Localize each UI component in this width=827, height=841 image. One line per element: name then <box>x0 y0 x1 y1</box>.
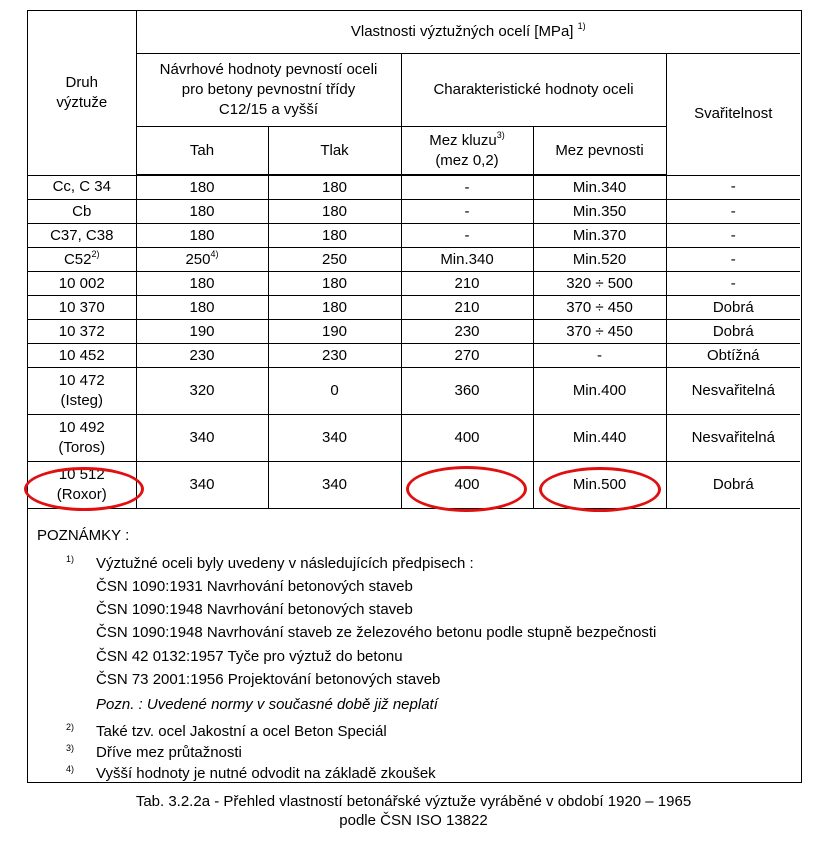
cell-tlak: 180 <box>268 175 401 200</box>
table-row <box>28 415 800 462</box>
header-tah: Tah <box>136 127 268 176</box>
cell-tah: 180 <box>136 272 268 296</box>
header-mez-pevnosti: Mez pevnosti <box>533 127 666 176</box>
cell-druh: 10 472 (Isteg) <box>28 368 136 415</box>
cell-mez-kluzu: 400 <box>401 462 533 509</box>
note-text: Pozn. : Uvedené normy v současné době již neplatí <box>96 696 438 713</box>
header-svaritelnost: Svařitelnost <box>666 54 800 176</box>
cell-svaritelnost: Dobrá <box>666 296 800 320</box>
note-number: 3) <box>66 743 75 753</box>
table-row <box>28 344 800 368</box>
header-druh: Druh výztuže <box>28 11 136 175</box>
caption-line-2: podle ČSN ISO 13822 <box>339 812 488 829</box>
cell-tlak: 250 <box>268 248 401 272</box>
cell-druh: 10 370 <box>28 296 136 320</box>
cell-tah: 230 <box>136 344 268 368</box>
cell-tah: 190 <box>136 320 268 344</box>
cell-svaritelnost: - <box>666 248 800 272</box>
cell-tlak: 0 <box>268 368 401 415</box>
note-text: Také tzv. ocel Jakostní a ocel Beton Speciál <box>96 723 387 740</box>
cell-druh: 10 002 <box>28 272 136 296</box>
table-row <box>28 200 800 224</box>
note-item <box>28 578 798 600</box>
caption-line-1: Tab. 3.2.2a - Přehled vlastností betonářské výztuže vyráběné v období 1920 – 1965 <box>135 793 692 810</box>
cell-tah: 180 <box>136 200 268 224</box>
header-characteristic-values: Charakteristické hodnoty oceli <box>401 54 666 127</box>
table-row <box>28 248 800 272</box>
cell-tlak: 180 <box>268 200 401 224</box>
cell-druh: 10 492 (Toros) <box>28 415 136 462</box>
note-text: ČSN 1090:1948 Navrhování betonových staveb <box>96 601 413 618</box>
cell-druh: C37, C38 <box>28 224 136 248</box>
note-text: Výztužné oceli byly uvedeny v následujících předpisech : <box>96 555 474 572</box>
cell-mez-pevnosti: 370 ÷ 450 <box>533 320 666 344</box>
cell-druh: 10 512 (Roxor) <box>28 462 136 509</box>
cell-mez-pevnosti: 320 ÷ 500 <box>533 272 666 296</box>
cell-mez-kluzu: 360 <box>401 368 533 415</box>
cell-svaritelnost: - <box>666 272 800 296</box>
cell-mez-kluzu: - <box>401 224 533 248</box>
table-row <box>28 320 800 344</box>
cell-tlak: 190 <box>268 320 401 344</box>
cell-tlak: 340 <box>268 462 401 509</box>
note-item <box>28 671 798 693</box>
cell-tah: 340 <box>136 415 268 462</box>
cell-mez-pevnosti: Min.370 <box>533 224 666 248</box>
cell-mez-kluzu: - <box>401 200 533 224</box>
note-item <box>28 555 798 577</box>
note-item <box>28 648 798 670</box>
cell-druh: 10 452 <box>28 344 136 368</box>
note-item <box>28 723 798 745</box>
cell-svaritelnost: Dobrá <box>666 462 800 509</box>
cell-mez-pevnosti: - <box>533 344 666 368</box>
note-item <box>28 744 798 766</box>
cell-mez-kluzu: 210 <box>401 296 533 320</box>
cell-mez-kluzu: 400 <box>401 415 533 462</box>
note-text: Vyšší hodnoty je nutné odvodit na základě zkoušek <box>96 765 436 782</box>
cell-mez-pevnosti: Min.500 <box>533 462 666 509</box>
cell-mez-kluzu: 210 <box>401 272 533 296</box>
cell-druh: Cc, C 34 <box>28 175 136 200</box>
table-row <box>28 272 800 296</box>
cell-tlak: 180 <box>268 224 401 248</box>
cell-mez-kluzu: Min.340 <box>401 248 533 272</box>
cell-druh: C52$^{2)}$ <box>28 248 136 272</box>
steel-properties-table <box>28 11 800 509</box>
cell-tlak: 180 <box>268 272 401 296</box>
cell-tah: 180 <box>136 296 268 320</box>
cell-svaritelnost: - <box>666 224 800 248</box>
cell-svaritelnost: Nesvařitelná <box>666 368 800 415</box>
header-mez-kluzu: Mez kluzu$^{3)}$ (mez 0,2) <box>401 127 533 176</box>
header-group-title: Vlastnosti výztužných ocelí [MPa] $^{1)}$ <box>136 11 800 54</box>
highlight-oval-roxor <box>24 467 144 511</box>
note-text: ČSN 42 0132:1957 Tyče pro výztuž do betonu <box>96 648 403 665</box>
cell-mez-kluzu: 270 <box>401 344 533 368</box>
header-design-values: Návrhové hodnoty pevností oceli pro betony pevnostní třídy C12/15 a vyšší <box>136 54 401 127</box>
cell-svaritelnost: Nesvařitelná <box>666 415 800 462</box>
note-number: 4) <box>66 764 75 774</box>
note-item <box>28 624 798 646</box>
cell-tlak: 180 <box>268 296 401 320</box>
header-tlak: Tlak <box>268 127 401 176</box>
cell-mez-pevnosti: Min.520 <box>533 248 666 272</box>
highlight-oval-kluz <box>406 466 527 512</box>
table-row <box>28 224 800 248</box>
note-text: Dříve mez průtažnosti <box>96 744 242 761</box>
cell-mez-kluzu: 230 <box>401 320 533 344</box>
note-item <box>28 601 798 623</box>
table-row <box>28 175 800 200</box>
note-text: ČSN 73 2001:1956 Projektování betonových staveb <box>96 671 441 688</box>
cell-tlak: 230 <box>268 344 401 368</box>
note-text: ČSN 1090:1931 Navrhování betonových staveb <box>96 578 413 595</box>
highlight-oval-pevnost <box>539 467 661 512</box>
cell-tah: 180 <box>136 224 268 248</box>
cell-mez-pevnosti: Min.440 <box>533 415 666 462</box>
cell-svaritelnost: - <box>666 175 800 200</box>
note-item <box>28 696 798 718</box>
cell-mez-pevnosti: Min.340 <box>533 175 666 200</box>
note-number: 1) <box>66 554 75 564</box>
cell-mez-kluzu: - <box>401 175 533 200</box>
cell-svaritelnost: Obtížná <box>666 344 800 368</box>
cell-svaritelnost: - <box>666 200 800 224</box>
cell-druh: 10 372 <box>28 320 136 344</box>
cell-tah: 180 <box>136 175 268 200</box>
table-row <box>28 296 800 320</box>
cell-mez-pevnosti: Min.350 <box>533 200 666 224</box>
notes-title: POZNÁMKY : <box>37 527 130 544</box>
note-number: 2) <box>66 722 75 732</box>
cell-mez-pevnosti: Min.400 <box>533 368 666 415</box>
note-item <box>28 765 798 787</box>
cell-mez-pevnosti: 370 ÷ 450 <box>533 296 666 320</box>
cell-tlak: 340 <box>268 415 401 462</box>
note-text: ČSN 1090:1948 Navrhování staveb ze železového betonu podle stupně bezpečnosti <box>96 624 657 641</box>
cell-svaritelnost: Dobrá <box>666 320 800 344</box>
table-frame <box>27 10 802 783</box>
table-row <box>28 368 800 415</box>
cell-druh: Cb <box>28 200 136 224</box>
cell-tah: 250$^{4)}$ <box>136 248 268 272</box>
cell-tah: 320 <box>136 368 268 415</box>
cell-tah: 340 <box>136 462 268 509</box>
